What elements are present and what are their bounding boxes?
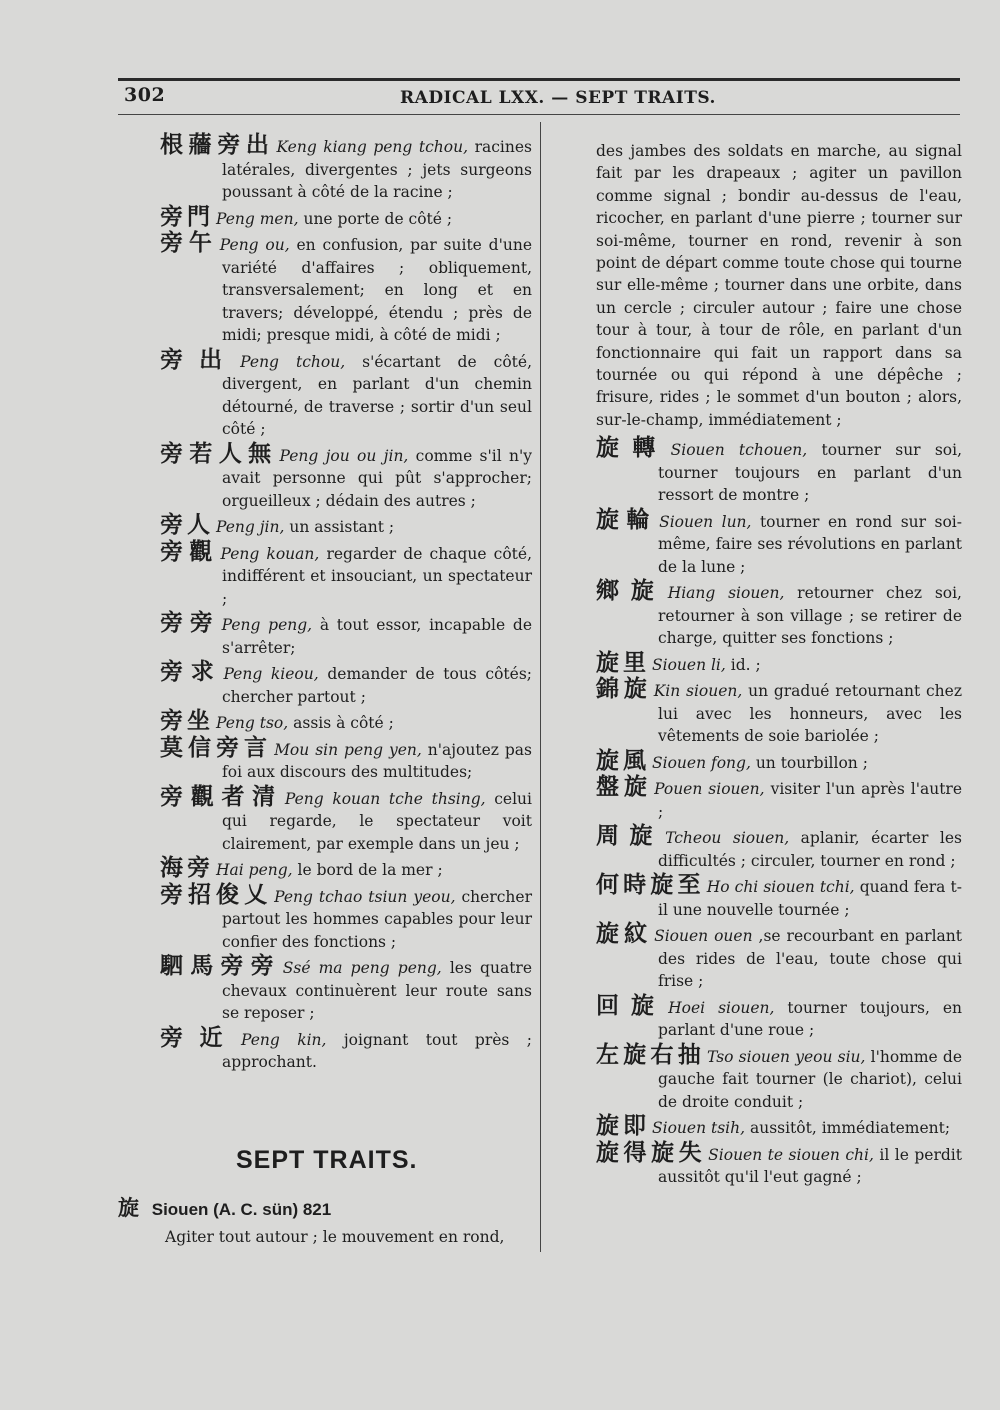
dictionary-entry — [160, 661, 532, 708]
entry-definition: les quatre chevaux continuèrent leur route sans se reposer ; — [222, 959, 532, 1022]
dictionary-entry — [596, 580, 962, 650]
entry-hanzi: 周旋 — [596, 823, 664, 850]
entry-definition: à tout essor, incapable de s'arrêter; — [222, 616, 532, 657]
entry-hanzi: 旋輪 — [596, 506, 658, 533]
entry-definition: retourner chez soi, retourner à son village ; se retirer de charge, quitter ses fonctions ; — [658, 584, 962, 648]
dictionary-entry — [596, 1139, 962, 1189]
entry-romanization: Ho chi siouen tchi, — [706, 878, 855, 897]
entry-hanzi: 鄉旋 — [596, 578, 666, 605]
dictionary-entry — [160, 710, 532, 735]
entry-definition: un gradué retournant chez lui avec les honneurs, avec les vêtements de soie bariolée ; — [658, 682, 963, 746]
column-divider — [540, 122, 541, 1252]
entry-romanization: Peng ou, — [219, 236, 290, 254]
entry-definition: il le perdit aussitôt qu'il l'eut gagné ; — [658, 1145, 962, 1187]
entry-hanzi: 旁若人無 — [160, 440, 278, 467]
entry-romanization: Siouen tchouen, — [670, 441, 808, 460]
entry-romanization: Peng kouan, — [220, 544, 320, 563]
right-column — [596, 140, 962, 1191]
dictionary-entry — [160, 1024, 533, 1074]
entry-romanization: Pouen siouen, — [654, 780, 765, 799]
entry-hanzi: 錦旋 — [596, 676, 652, 703]
running-title: RADICAL LXX. — SEPT TRAITS. — [400, 88, 716, 108]
entry-definition: tourner toujours, en parlant d'une roue ; — [658, 998, 963, 1040]
entry-romanization: Siouen ouen — [654, 927, 753, 946]
dictionary-entry — [160, 203, 532, 231]
dictionary-entry — [160, 612, 532, 659]
dictionary-entry — [596, 992, 963, 1042]
entry-hanzi: 根蘠旁出 — [160, 132, 275, 158]
entry-hanzi: 莫信旁言 — [160, 734, 273, 761]
entry-definition: un assistant ; — [289, 518, 395, 536]
entry-definition: id. ; — [730, 655, 761, 674]
entry-romanization: Siouen li, — [652, 655, 726, 674]
radical-head-entry — [118, 1192, 331, 1222]
dictionary-entry — [160, 538, 532, 611]
dictionary-entry — [596, 747, 962, 775]
dictionary-entry — [596, 506, 962, 579]
dictionary-entry — [160, 881, 532, 954]
section-title: SEPT TRAITS. — [236, 1146, 418, 1174]
entry-definition: tourner en rond sur soi-même, faire ses révolutions en parlant de la lune ; — [658, 512, 962, 576]
entry-definition: une porte de côté ; — [303, 209, 453, 228]
dictionary-entry — [596, 923, 962, 993]
entry-definition: l'homme de gauche fait tourner (le chariot), celui de droite conduit ; — [658, 1047, 962, 1111]
entry-definition: un tourbillon ; — [755, 753, 868, 772]
dictionary-entry — [160, 440, 532, 513]
entry-definition: joignant tout près ; approchant. — [222, 1030, 533, 1071]
page-number: 302 — [124, 84, 166, 106]
entry-hanzi: 海旁 — [160, 855, 214, 881]
dictionary-entry — [160, 232, 532, 347]
dictionary-entry — [160, 955, 532, 1025]
entry-hanzi: 旋得旋失 — [596, 1139, 707, 1166]
entry-romanization: Peng kieou, — [223, 665, 319, 683]
entry-definition: racines latérales, divergentes ; jets surgeons poussant à côté de la racine ; — [222, 138, 532, 201]
entry-romanization: Peng kouan tche thsing, — [284, 789, 486, 808]
entry-hanzi: 旋轉 — [596, 435, 669, 462]
dictionary-entry — [596, 678, 962, 748]
entry-romanization: Kin siouen, — [653, 682, 743, 701]
dictionary-entry — [596, 1115, 962, 1140]
dictionary-entry — [160, 514, 532, 539]
entry-romanization: Siouen lun, — [659, 512, 752, 531]
entry-romanization: Mou sin peng yen, — [274, 740, 422, 759]
entry-definition: regarder de chaque côté, indifférent et insouciant, un spectateur ; — [222, 544, 532, 608]
entry-romanization: Siouen te siouen chi, — [708, 1145, 874, 1164]
dictionary-entry — [160, 783, 532, 856]
dictionary-entry — [596, 825, 962, 872]
entry-definition: aplanir, écarter les difficultés ; circuler, tourner en rond ; — [658, 829, 962, 870]
entry-romanization: Peng tchao tsiun yeou, — [274, 887, 456, 906]
entry-romanization: Keng kiang peng tchou, — [276, 138, 469, 156]
entry-romanization: Peng kin, — [240, 1030, 327, 1049]
entry-romanization: Ssé ma peng peng, — [282, 959, 442, 977]
entry-romanization: Siouen tsih, — [652, 1119, 746, 1138]
entry-hanzi: 旋風 — [596, 747, 650, 774]
dictionary-entry — [596, 874, 962, 921]
head-text: Siouen (A. C. sün) 821 — [151, 1200, 332, 1219]
entry-romanization: Tcheou siouen, — [665, 829, 790, 848]
entry-romanization: Peng jou ou jin, — [279, 446, 409, 465]
entry-definition: le bord de la mer ; — [297, 861, 443, 879]
dictionary-entry — [160, 734, 532, 784]
entry-hanzi: 左旋右抽 — [596, 1041, 705, 1068]
entry-hanzi: 何時旋至 — [596, 872, 705, 899]
entry-romanization: Siouen fong, — [652, 753, 751, 772]
entry-hanzi: 旁門 — [160, 203, 214, 230]
entry-romanization: Tso siouen yeou siu, — [706, 1047, 866, 1066]
header-rule — [118, 114, 960, 115]
entry-definition: assis à côté ; — [293, 714, 394, 732]
continued-definition: des jambes des soldats en marche, au signal fait par les drapeaux ; agiter un pavillon comme signal ; bondir au-dessus de l'eau, ricocher, en parlant d'une pierre ; tourner sur soi-même, tourner en rond, revenir à son point de départ comme toute chose qui tourne sur elle-même ; tourner dans une orbite, dans un cercle ; circuler autour ; faire une chose tour à tour, à tour de rôle, en parlant d'un fonctionnaire qui fait un rapport dans sa tournée ou qui répond à une dépêche ; frisure, rides ; le sommet d'un bouton ; alors, sur-le-champ, immédiatement ; — [596, 142, 962, 429]
entry-hanzi: 旁近 — [160, 1024, 239, 1051]
entry-hanzi: 旁招俊乂 — [160, 881, 273, 908]
dictionary-entry — [160, 346, 532, 441]
entry-definition: s'écartant de côté, divergent, en parlant d'un chemin détourné, de traverse ; sortir d'un seul côté ; — [222, 352, 532, 438]
dictionary-entry — [596, 776, 962, 823]
entry-hanzi: 旁觀 — [160, 538, 219, 565]
entry-romanization: Peng tso, — [216, 714, 289, 732]
entry-romanization: Peng men, — [216, 209, 299, 228]
head-hanzi: 旋 — [118, 1197, 139, 1220]
entry-hanzi: 旁出 — [160, 346, 239, 373]
entry-definition: chercher partout les hommes capables pour leur confier des fonctions ; — [222, 887, 532, 951]
dictionary-entry — [596, 437, 962, 507]
entry-definition: celui qui regarde, le spectateur voit clairement, par exemple dans un jeu ; — [222, 789, 532, 853]
entry-hanzi: 盤旋 — [596, 774, 653, 801]
entry-hanzi: 旋即 — [596, 1113, 650, 1140]
entry-hanzi: 回旋 — [596, 992, 667, 1019]
entry-romanization: Peng jin, — [216, 518, 285, 536]
dictionary-entry — [596, 1041, 962, 1114]
top-rule — [118, 78, 960, 81]
entry-hanzi: 旋里 — [596, 649, 650, 676]
head-definition: Agiter tout autour ; le mouvement en rond, — [165, 1228, 505, 1246]
entry-romanization: Peng tchou, — [240, 352, 346, 371]
dictionary-entry — [160, 134, 532, 204]
entry-hanzi: 旋紋 — [596, 921, 653, 948]
entry-definition: n'ajoutez pas foi aux discours des multitudes; — [222, 740, 532, 781]
entry-definition: en confusion, par suite d'une variété d'affaires ; obliquement, transversalement; en long et en travers; développé, étendu ; près de midi; presque midi, à côté de midi ; — [222, 236, 532, 344]
entry-romanization: Peng peng, — [221, 616, 313, 634]
entry-hanzi: 旁求 — [160, 659, 222, 685]
entry-definition: quand fera t-il une nouvelle tournée ; — [658, 878, 962, 919]
entry-hanzi: 旁人 — [160, 512, 214, 538]
entry-romanization: Hiang siouen, — [667, 584, 785, 603]
entry-hanzi: 旁旁 — [160, 610, 220, 636]
left-column — [160, 134, 532, 1076]
entry-definition: visiter l'un après l'autre ; — [658, 780, 963, 821]
entry-hanzi: 旁坐 — [160, 708, 214, 734]
entry-definition: tourner sur soi, tourner toujours en parlant d'un ressort de montre ; — [658, 441, 963, 505]
entry-hanzi: 旁觀者清 — [160, 783, 283, 810]
entry-romanization: Hoei siouen, — [668, 998, 775, 1017]
entry-definition: demander de tous côtés; chercher partout ; — [222, 665, 532, 706]
dictionary-entry — [160, 857, 532, 882]
entry-definition: ,se recourbant en parlant des rides de l'eau, toute chose qui frise ; — [658, 927, 962, 991]
entry-definition: comme s'il n'y avait personne qui pût s'approcher; orgueilleux ; dédain des autres ; — [222, 446, 532, 510]
entry-hanzi: 駟馬旁旁 — [160, 953, 281, 979]
entry-definition: aussitôt, immédiatement; — [749, 1119, 951, 1138]
dictionary-entry — [596, 649, 962, 677]
entry-romanization: Hai peng, — [216, 861, 293, 879]
entry-hanzi: 旁午 — [160, 230, 218, 256]
